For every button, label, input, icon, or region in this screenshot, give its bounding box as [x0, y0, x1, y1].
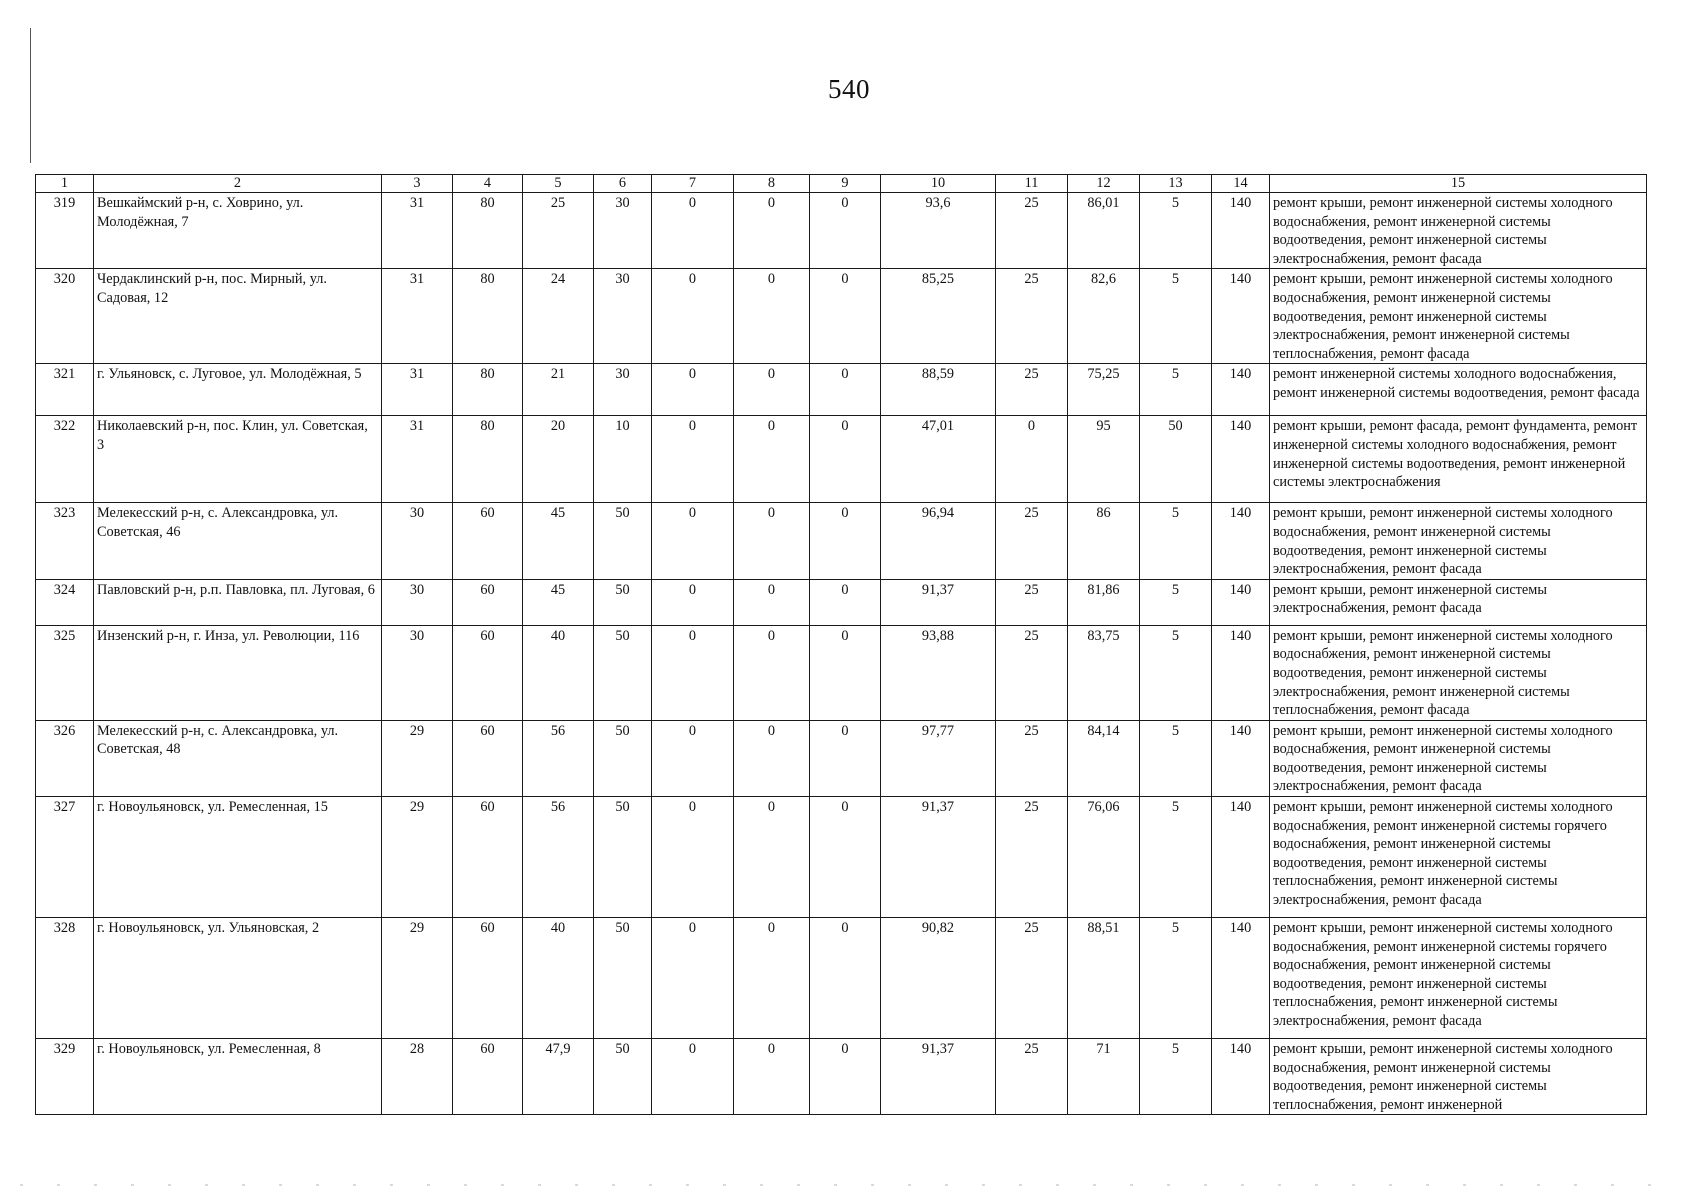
cell-address: Павловский р-н, р.п. Павловка, пл. Луговая, 6	[94, 579, 382, 625]
cell-value-4: 60	[453, 625, 523, 720]
table-row	[36, 918, 1647, 1039]
cell-value-9: 0	[810, 269, 881, 364]
cell-value-10: 47,01	[881, 416, 996, 503]
column-header: 6	[594, 175, 652, 193]
cell-row-number: 329	[36, 1039, 94, 1115]
cell-value-14: 140	[1212, 416, 1270, 503]
table-row	[36, 579, 1647, 625]
cell-value-3: 29	[382, 797, 453, 918]
cell-row-number: 319	[36, 193, 94, 269]
cell-row-number: 328	[36, 918, 94, 1039]
cell-value-5: 40	[523, 918, 594, 1039]
cell-value-13: 5	[1140, 797, 1212, 918]
cell-value-9: 0	[810, 503, 881, 579]
cell-value-6: 10	[594, 416, 652, 503]
cell-value-10: 91,37	[881, 579, 996, 625]
cell-row-number: 320	[36, 269, 94, 364]
cell-address: г. Новоульяновск, ул. Ремесленная, 15	[94, 797, 382, 918]
cell-value-11: 25	[996, 503, 1068, 579]
cell-value-5: 56	[523, 797, 594, 918]
cell-value-3: 31	[382, 416, 453, 503]
table-row	[36, 364, 1647, 416]
cell-value-8: 0	[734, 720, 810, 796]
cell-value-12: 86	[1068, 503, 1140, 579]
cell-row-number: 327	[36, 797, 94, 918]
cell-value-11: 25	[996, 625, 1068, 720]
cell-value-7: 0	[652, 269, 734, 364]
cell-value-10: 97,77	[881, 720, 996, 796]
cell-value-4: 80	[453, 416, 523, 503]
cell-value-7: 0	[652, 503, 734, 579]
cell-value-8: 0	[734, 579, 810, 625]
cell-repair-works: ремонт крыши, ремонт инженерной системы холодного водоснабжения, ремонт инженерной системы водоотведения, ремонт инженерной системы теплоснабжения, ремонт инженерной	[1270, 1039, 1647, 1115]
cell-row-number: 322	[36, 416, 94, 503]
cell-value-10: 85,25	[881, 269, 996, 364]
cell-value-13: 5	[1140, 364, 1212, 416]
cell-value-14: 140	[1212, 720, 1270, 796]
cell-value-14: 140	[1212, 579, 1270, 625]
cell-value-12: 76,06	[1068, 797, 1140, 918]
cell-value-13: 5	[1140, 579, 1212, 625]
cell-value-12: 82,6	[1068, 269, 1140, 364]
cell-value-7: 0	[652, 918, 734, 1039]
cell-value-9: 0	[810, 579, 881, 625]
column-header: 1	[36, 175, 94, 193]
cell-repair-works: ремонт крыши, ремонт инженерной системы холодного водоснабжения, ремонт инженерной системы горячего водоснабжения, ремонт инженерной системы водоотведения, ремонт инженерной системы теплоснабжения, ремонт инженерной системы электроснабжения, ремонт фасада	[1270, 918, 1647, 1039]
cell-value-11: 25	[996, 1039, 1068, 1115]
cell-value-14: 140	[1212, 503, 1270, 579]
repair-register-table	[35, 174, 1647, 1115]
column-number-row	[36, 175, 1647, 193]
cell-value-8: 0	[734, 918, 810, 1039]
cell-value-4: 80	[453, 269, 523, 364]
cell-repair-works: ремонт крыши, ремонт инженерной системы холодного водоснабжения, ремонт инженерной системы горячего водоснабжения, ремонт инженерной системы водоотведения, ремонт инженерной системы теплоснабжения, ремонт инженерной системы электроснабжения, ремонт фасада	[1270, 797, 1647, 918]
cell-value-4: 60	[453, 579, 523, 625]
cell-value-5: 47,9	[523, 1039, 594, 1115]
column-header: 12	[1068, 175, 1140, 193]
cell-value-13: 5	[1140, 918, 1212, 1039]
cell-value-8: 0	[734, 193, 810, 269]
cell-value-8: 0	[734, 269, 810, 364]
cell-value-12: 86,01	[1068, 193, 1140, 269]
cell-address: г. Новоульяновск, ул. Ульяновская, 2	[94, 918, 382, 1039]
column-header: 10	[881, 175, 996, 193]
cell-value-8: 0	[734, 416, 810, 503]
cell-value-7: 0	[652, 193, 734, 269]
cell-value-4: 60	[453, 918, 523, 1039]
cell-value-10: 91,37	[881, 797, 996, 918]
cell-value-14: 140	[1212, 193, 1270, 269]
cell-address: г. Новоульяновск, ул. Ремесленная, 8	[94, 1039, 382, 1115]
cell-value-6: 30	[594, 193, 652, 269]
cell-value-8: 0	[734, 1039, 810, 1115]
table-row	[36, 625, 1647, 720]
column-header: 13	[1140, 175, 1212, 193]
cell-row-number: 325	[36, 625, 94, 720]
cell-repair-works: ремонт крыши, ремонт инженерной системы холодного водоснабжения, ремонт инженерной системы водоотведения, ремонт инженерной системы электроснабжения, ремонт инженерной системы теплоснабжения, ремонт фасада	[1270, 625, 1647, 720]
table-row	[36, 269, 1647, 364]
cell-value-5: 40	[523, 625, 594, 720]
table-row	[36, 416, 1647, 503]
cell-value-11: 25	[996, 269, 1068, 364]
cell-value-6: 50	[594, 579, 652, 625]
cell-value-5: 24	[523, 269, 594, 364]
cell-value-9: 0	[810, 416, 881, 503]
cell-value-11: 25	[996, 193, 1068, 269]
cell-repair-works: ремонт крыши, ремонт инженерной системы холодного водоснабжения, ремонт инженерной системы водоотведения, ремонт инженерной системы электроснабжения, ремонт фасада	[1270, 193, 1647, 269]
cell-address: Николаевский р-н, пос. Клин, ул. Советская, 3	[94, 416, 382, 503]
cell-value-7: 0	[652, 625, 734, 720]
cell-value-12: 71	[1068, 1039, 1140, 1115]
cell-value-3: 31	[382, 193, 453, 269]
cell-value-13: 5	[1140, 193, 1212, 269]
cell-value-11: 0	[996, 416, 1068, 503]
cell-row-number: 326	[36, 720, 94, 796]
cell-address: Вешкаймский р-н, с. Ховрино, ул. Молодёжная, 7	[94, 193, 382, 269]
cell-value-11: 25	[996, 720, 1068, 796]
column-header: 14	[1212, 175, 1270, 193]
cell-value-6: 50	[594, 797, 652, 918]
cell-value-5: 45	[523, 503, 594, 579]
table-body	[36, 193, 1647, 1115]
cell-value-11: 25	[996, 918, 1068, 1039]
cell-value-7: 0	[652, 797, 734, 918]
column-header: 8	[734, 175, 810, 193]
table-row	[36, 797, 1647, 918]
table-row	[36, 503, 1647, 579]
cell-value-10: 93,88	[881, 625, 996, 720]
cell-value-14: 140	[1212, 269, 1270, 364]
cell-value-10: 88,59	[881, 364, 996, 416]
cell-value-11: 25	[996, 364, 1068, 416]
cell-value-12: 84,14	[1068, 720, 1140, 796]
table-row	[36, 1039, 1647, 1115]
cell-value-5: 25	[523, 193, 594, 269]
cell-value-4: 80	[453, 193, 523, 269]
cell-repair-works: ремонт инженерной системы холодного водоснабжения, ремонт инженерной системы водоотведения, ремонт фасада	[1270, 364, 1647, 416]
cell-value-13: 5	[1140, 1039, 1212, 1115]
cell-value-14: 140	[1212, 797, 1270, 918]
column-header: 2	[94, 175, 382, 193]
cell-value-12: 75,25	[1068, 364, 1140, 416]
cell-repair-works: ремонт крыши, ремонт инженерной системы холодного водоснабжения, ремонт инженерной системы водоотведения, ремонт инженерной системы электроснабжения, ремонт фасада	[1270, 503, 1647, 579]
column-header: 4	[453, 175, 523, 193]
cell-address: Мелекесский р-н, с. Александровка, ул. Советская, 48	[94, 720, 382, 796]
cell-value-12: 88,51	[1068, 918, 1140, 1039]
cell-value-9: 0	[810, 193, 881, 269]
cell-value-12: 81,86	[1068, 579, 1140, 625]
cell-value-4: 60	[453, 797, 523, 918]
cell-repair-works: ремонт крыши, ремонт инженерной системы холодного водоснабжения, ремонт инженерной системы водоотведения, ремонт инженерной системы электроснабжения, ремонт инженерной системы теплоснабжения, ремонт фасада	[1270, 269, 1647, 364]
cell-value-5: 56	[523, 720, 594, 796]
cell-value-7: 0	[652, 720, 734, 796]
cell-row-number: 323	[36, 503, 94, 579]
cell-value-3: 30	[382, 503, 453, 579]
cell-value-13: 5	[1140, 503, 1212, 579]
cell-value-10: 90,82	[881, 918, 996, 1039]
cell-value-6: 50	[594, 1039, 652, 1115]
cell-value-3: 28	[382, 1039, 453, 1115]
cell-value-6: 30	[594, 269, 652, 364]
cell-repair-works: ремонт крыши, ремонт фасада, ремонт фундамента, ремонт инженерной системы холодного водоснабжения, ремонт инженерной системы водоотведения, ремонт инженерной системы электроснабжения	[1270, 416, 1647, 503]
cell-value-11: 25	[996, 797, 1068, 918]
cell-value-3: 30	[382, 579, 453, 625]
cell-value-9: 0	[810, 1039, 881, 1115]
cell-address: Чердаклинский р-н, пос. Мирный, ул. Садовая, 12	[94, 269, 382, 364]
cell-value-13: 5	[1140, 625, 1212, 720]
cell-value-7: 0	[652, 364, 734, 416]
cell-value-14: 140	[1212, 1039, 1270, 1115]
cell-value-10: 96,94	[881, 503, 996, 579]
cell-value-3: 29	[382, 720, 453, 796]
cell-value-5: 20	[523, 416, 594, 503]
cell-value-7: 0	[652, 416, 734, 503]
cell-value-9: 0	[810, 364, 881, 416]
page-number: 540	[828, 74, 870, 104]
cell-value-9: 0	[810, 918, 881, 1039]
table-row	[36, 193, 1647, 269]
cell-value-14: 140	[1212, 918, 1270, 1039]
cell-value-8: 0	[734, 797, 810, 918]
column-header: 3	[382, 175, 453, 193]
cell-value-14: 140	[1212, 625, 1270, 720]
cell-value-4: 80	[453, 364, 523, 416]
cell-value-6: 30	[594, 364, 652, 416]
column-header: 9	[810, 175, 881, 193]
cell-address: г. Ульяновск, с. Луговое, ул. Молодёжная, 5	[94, 364, 382, 416]
cell-value-3: 31	[382, 269, 453, 364]
cell-address: Инзенский р-н, г. Инза, ул. Революции, 116	[94, 625, 382, 720]
cell-value-14: 140	[1212, 364, 1270, 416]
cell-value-8: 0	[734, 364, 810, 416]
cell-value-9: 0	[810, 797, 881, 918]
cell-value-10: 91,37	[881, 1039, 996, 1115]
cell-value-5: 21	[523, 364, 594, 416]
cell-value-3: 30	[382, 625, 453, 720]
cell-value-12: 95	[1068, 416, 1140, 503]
cell-value-6: 50	[594, 503, 652, 579]
table-row	[36, 720, 1647, 796]
cell-value-3: 29	[382, 918, 453, 1039]
cell-value-12: 83,75	[1068, 625, 1140, 720]
column-header: 15	[1270, 175, 1647, 193]
table-header	[36, 175, 1647, 193]
column-header: 11	[996, 175, 1068, 193]
scan-artifact-line	[20, 1184, 1678, 1186]
cell-value-8: 0	[734, 625, 810, 720]
cell-row-number: 324	[36, 579, 94, 625]
cell-value-6: 50	[594, 625, 652, 720]
column-header: 5	[523, 175, 594, 193]
cell-value-4: 60	[453, 1039, 523, 1115]
cell-value-8: 0	[734, 503, 810, 579]
cell-row-number: 321	[36, 364, 94, 416]
cell-value-10: 93,6	[881, 193, 996, 269]
cell-value-6: 50	[594, 720, 652, 796]
cell-value-5: 45	[523, 579, 594, 625]
cell-value-9: 0	[810, 720, 881, 796]
cell-repair-works: ремонт крыши, ремонт инженерной системы электроснабжения, ремонт фасада	[1270, 579, 1647, 625]
cell-value-13: 5	[1140, 269, 1212, 364]
cell-value-7: 0	[652, 1039, 734, 1115]
cell-value-3: 31	[382, 364, 453, 416]
cell-value-6: 50	[594, 918, 652, 1039]
cell-repair-works: ремонт крыши, ремонт инженерной системы холодного водоснабжения, ремонт инженерной системы водоотведения, ремонт инженерной системы электроснабжения, ремонт фасада	[1270, 720, 1647, 796]
cell-address: Мелекесский р-н, с. Александровка, ул. Советская, 46	[94, 503, 382, 579]
cell-value-13: 5	[1140, 720, 1212, 796]
cell-value-13: 50	[1140, 416, 1212, 503]
cell-value-7: 0	[652, 579, 734, 625]
cell-value-9: 0	[810, 625, 881, 720]
cell-value-4: 60	[453, 720, 523, 796]
cell-value-4: 60	[453, 503, 523, 579]
column-header: 7	[652, 175, 734, 193]
cell-value-11: 25	[996, 579, 1068, 625]
